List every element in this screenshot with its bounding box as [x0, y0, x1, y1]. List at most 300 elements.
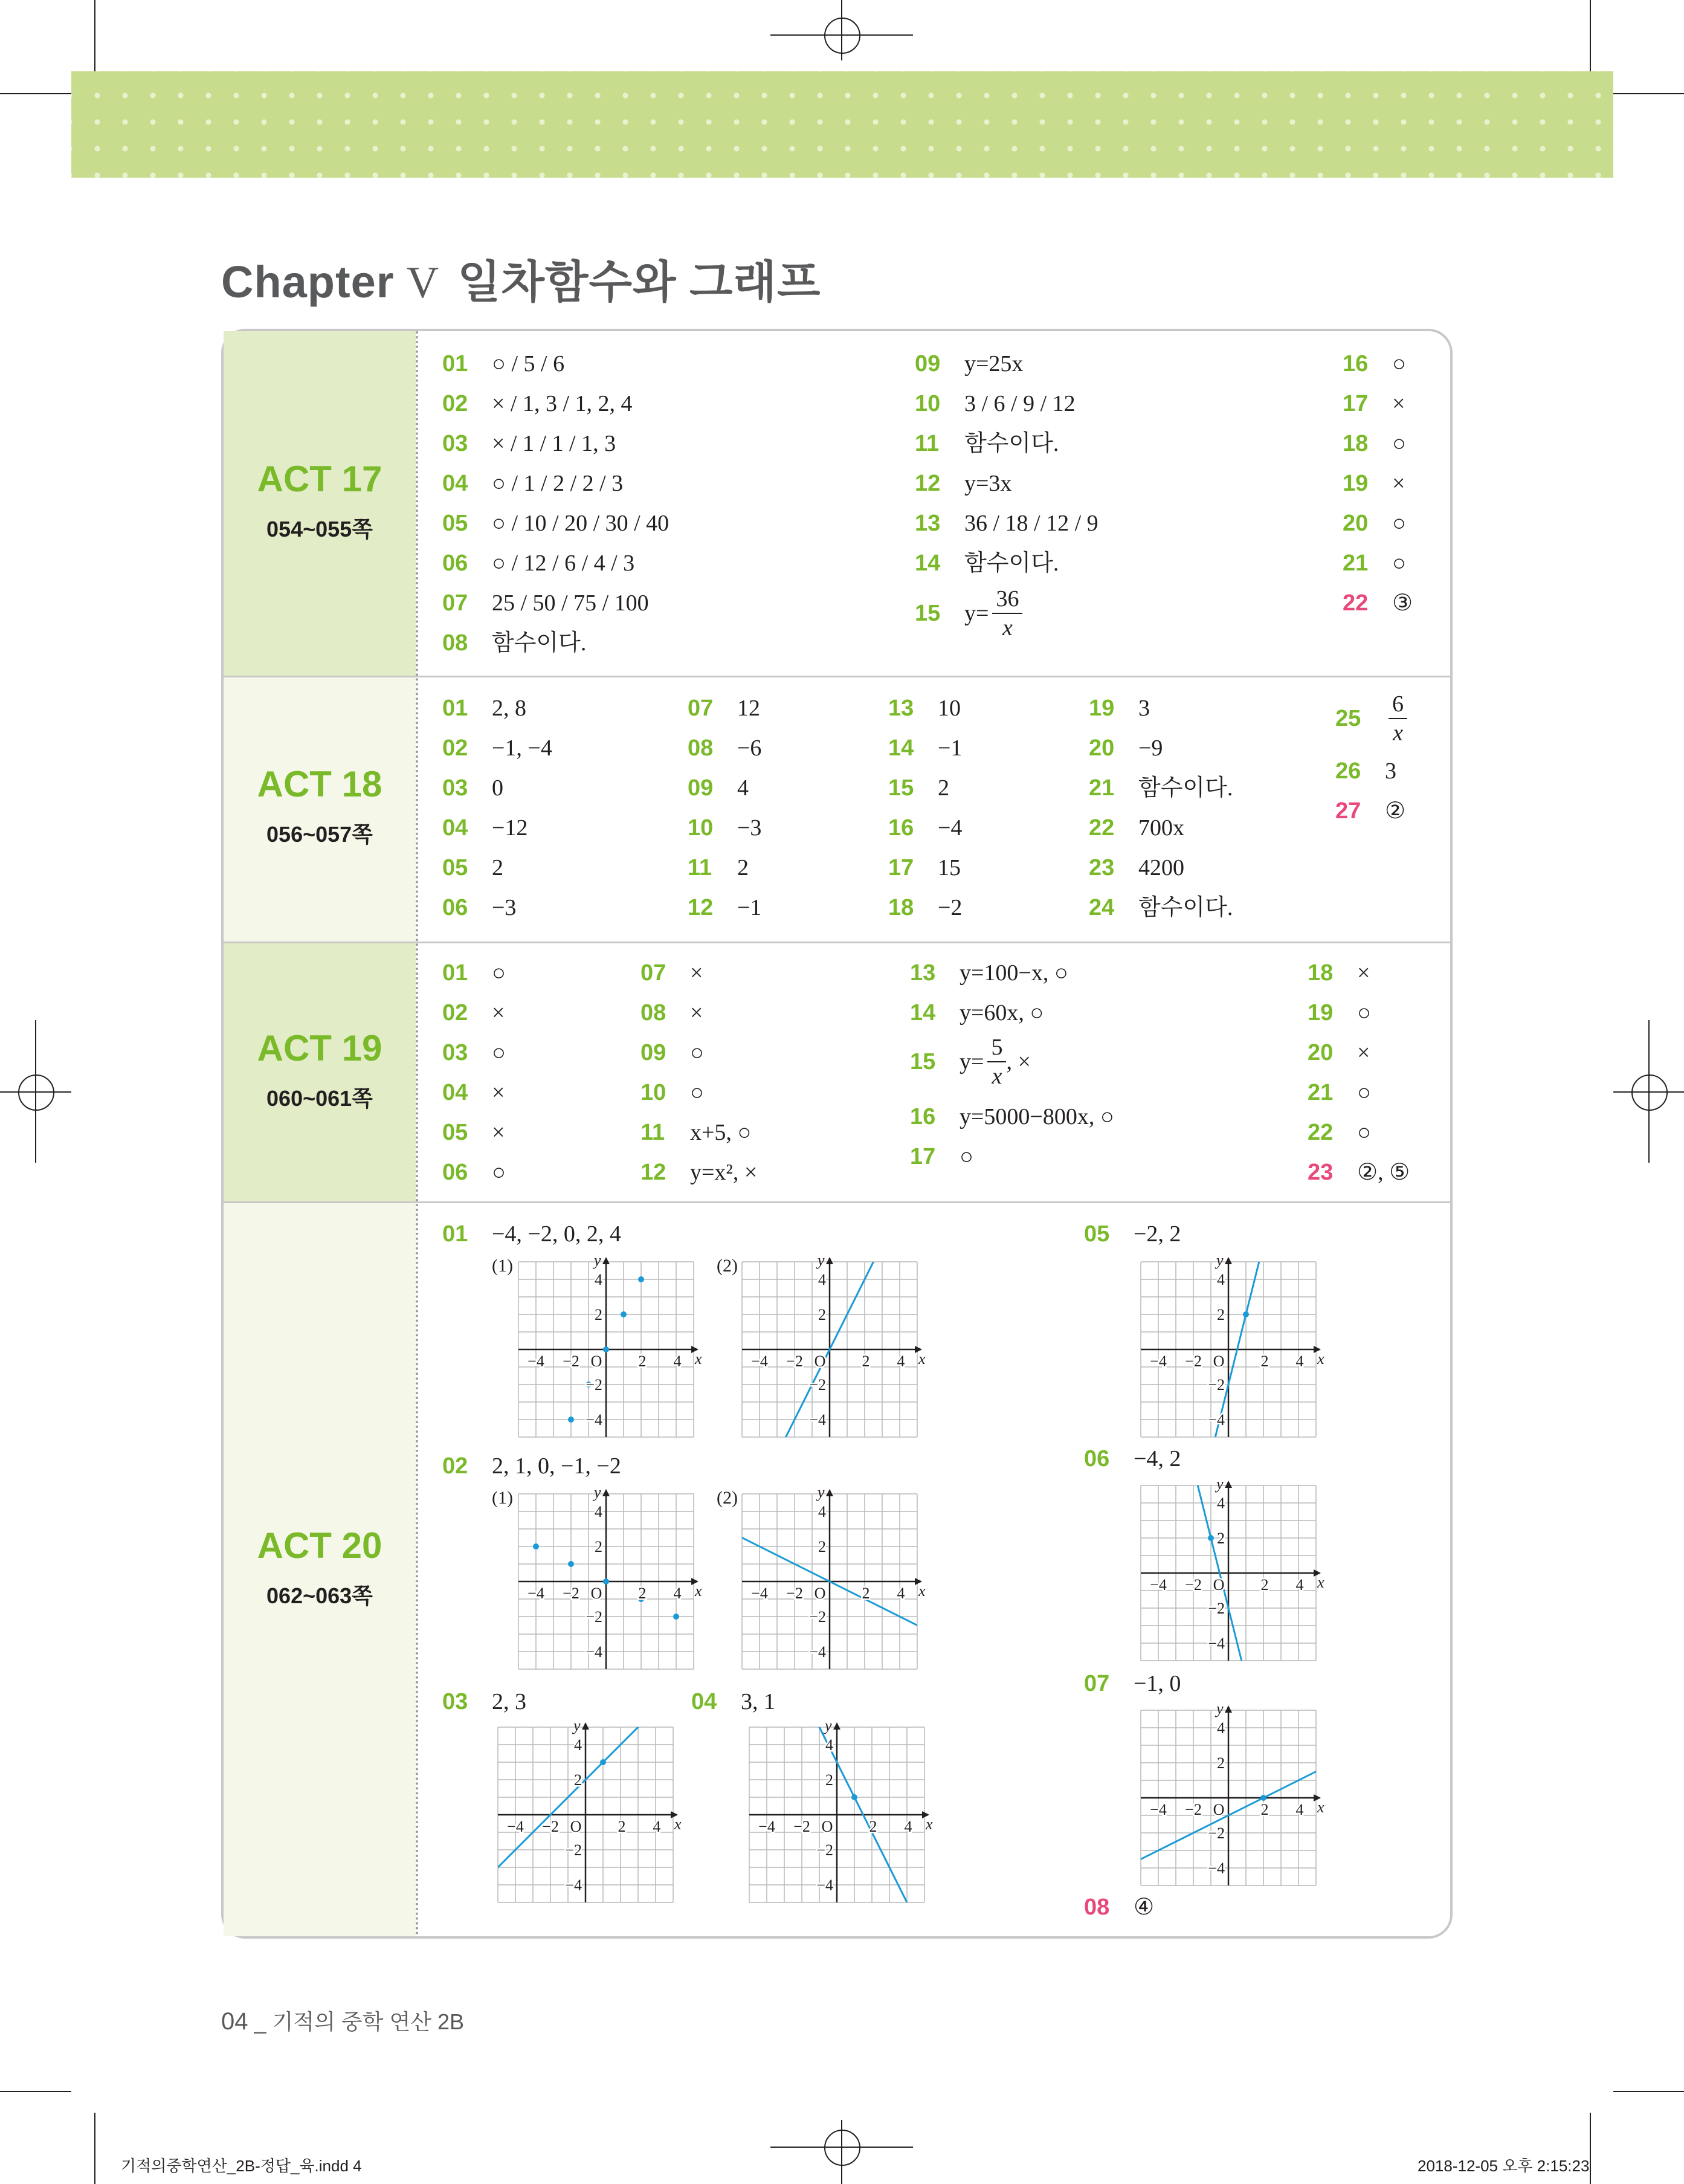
answer-number: 20 [1308, 1040, 1334, 1065]
y-axis-arrow [602, 1489, 610, 1496]
answer-item [442, 1685, 526, 1719]
fraction-denominator: x [1002, 615, 1013, 641]
tick-label: 4 [1295, 1352, 1304, 1370]
answer-text: y= [964, 601, 989, 626]
tick-label: −4 [586, 1643, 602, 1661]
answer-item [910, 1100, 1114, 1134]
answer-text: × [492, 1120, 505, 1145]
answer-text: × [690, 1000, 703, 1026]
answer-text: −1 [938, 735, 963, 761]
tick-label: −2 [563, 1352, 579, 1370]
row-divider [224, 676, 1450, 677]
answer-item [442, 956, 506, 990]
tick-label: 4 [904, 1818, 912, 1835]
answer-number: 10 [640, 1080, 666, 1105]
answer-item [640, 996, 703, 1030]
answer-number: 07 [442, 590, 468, 616]
answer-item [688, 691, 760, 725]
answer-text: 4 [737, 775, 749, 801]
crop-mark [0, 2091, 71, 2092]
answer-number: 14 [888, 735, 914, 761]
act-20-pages: 062~063쪽 [266, 1583, 373, 1608]
answer-text: y=60x, ○ [960, 1000, 1044, 1026]
answer-number: 09 [915, 351, 941, 376]
tick-label: 2 [638, 1585, 647, 1602]
coordinate-graph [736, 1252, 926, 1444]
answer-number: 05 [1084, 1221, 1110, 1247]
tick-label: 4 [1217, 1271, 1225, 1288]
answer-item [442, 1449, 621, 1483]
crop-mark [94, 2113, 95, 2184]
tick-label: 2 [1217, 1754, 1225, 1772]
answer-text: y=3x [964, 471, 1012, 496]
answer-number: 08 [1084, 1895, 1110, 1920]
answer-text: 0 [492, 775, 503, 801]
answer-number: 20 [1343, 511, 1369, 536]
answer-item [688, 731, 761, 765]
tick-label: −4 [1150, 1801, 1167, 1818]
tick-label: O [590, 1352, 602, 1370]
answer-item [442, 731, 552, 765]
crop-mark [1613, 93, 1684, 94]
y-axis-label: y [594, 1484, 601, 1501]
answer-number: 11 [688, 855, 712, 880]
crop-mark [94, 0, 95, 71]
answer-number: 12 [915, 471, 941, 496]
x-axis-label: x [695, 1582, 702, 1600]
answer-number: 25 [1335, 705, 1361, 731]
answer-number: 05 [442, 855, 468, 880]
answer-number: 09 [688, 775, 714, 801]
answer-text: 700x [1138, 815, 1184, 841]
tick-label: 2 [869, 1818, 877, 1835]
answer-item [442, 1155, 506, 1189]
answer-number: 04 [442, 815, 468, 841]
graph-point [603, 1346, 609, 1352]
answer-item [442, 427, 616, 460]
answer-item [640, 1036, 704, 1070]
answer-number: 04 [442, 471, 468, 496]
tick-label: 4 [897, 1352, 905, 1370]
x-axis-label: x [918, 1582, 926, 1600]
answer-number: 06 [442, 1160, 468, 1185]
answer-text: ○ / 5 / 6 [492, 351, 565, 376]
answer-number: 08 [688, 735, 714, 761]
answer-number: 05 [442, 1120, 468, 1145]
tick-label: 4 [673, 1352, 682, 1370]
answer-number: 05 [442, 511, 468, 536]
coordinate-graph [736, 1484, 926, 1676]
tick-label: 4 [574, 1736, 582, 1754]
answer-item [1343, 546, 1406, 580]
tick-label: −4 [527, 1352, 544, 1370]
answer-item [1084, 1667, 1181, 1701]
crop-mark [1590, 2113, 1591, 2184]
y-axis-arrow [826, 1257, 833, 1264]
sub-question-label: (1) [492, 1488, 513, 1508]
answer-number: 17 [1343, 391, 1369, 416]
answer-text: 함수이다. [1138, 895, 1233, 920]
answer-text: 15 [938, 855, 961, 880]
answer-text: ○ [1357, 1000, 1371, 1026]
tick-label: O [814, 1352, 826, 1370]
answer-text: ○ [1392, 351, 1406, 376]
footer-separator: _ [254, 2009, 266, 2034]
answer-text: −2 [938, 895, 963, 920]
answer-number: 16 [1343, 351, 1369, 376]
answer-number: 02 [442, 1453, 468, 1479]
answer-text: × [1392, 391, 1405, 416]
answer-fraction [1389, 693, 1407, 745]
crop-mark [1590, 0, 1591, 71]
answer-item [1308, 1155, 1410, 1189]
tick-label: −4 [1150, 1352, 1167, 1370]
answer-text: × / 1 / 1 / 1, 3 [492, 431, 616, 456]
answer-item [1089, 691, 1150, 725]
x-axis-label: x [674, 1815, 682, 1833]
answer-item [888, 851, 961, 885]
graph-point [1260, 1795, 1266, 1801]
answer-number: 21 [1089, 775, 1115, 801]
answer-text: 25 / 50 / 75 / 100 [492, 590, 649, 616]
answer-number: 15 [888, 775, 914, 801]
fraction-denominator: x [992, 1064, 1002, 1089]
answer-number: 06 [1084, 1446, 1110, 1472]
answer-text: 함수이다. [964, 431, 1059, 456]
answer-fraction [992, 587, 1022, 639]
fraction-numerator: 5 [987, 1036, 1006, 1062]
answer-item [888, 691, 961, 725]
tick-label: −2 [563, 1585, 579, 1602]
tick-label: −4 [758, 1818, 775, 1835]
answer-item [1084, 1217, 1181, 1251]
coordinate-graph [743, 1717, 933, 1910]
y-axis-arrow [1225, 1705, 1232, 1713]
answer-item [1084, 1890, 1154, 1924]
answer-number: 13 [910, 960, 936, 986]
graph-point [851, 1794, 857, 1800]
answer-item [688, 771, 749, 805]
tick-label: 2 [1260, 1801, 1269, 1818]
answer-number: 03 [442, 431, 468, 456]
answer-text: 12 [737, 696, 760, 721]
answer-item [915, 506, 1098, 540]
answer-text: 4200 [1138, 855, 1184, 880]
answer-number: 06 [442, 551, 468, 576]
answer-number: 22 [1343, 590, 1369, 616]
y-axis-label: y [825, 1717, 832, 1734]
answer-item [915, 546, 1059, 580]
answer-text: ②, ⑤ [1357, 1160, 1410, 1185]
answer-item [442, 891, 516, 925]
tick-label: 2 [1260, 1576, 1269, 1594]
answer-text: 3 / 6 / 9 / 12 [964, 391, 1076, 416]
tick-label: −2 [1208, 1600, 1225, 1617]
answer-text: ○ [1357, 1120, 1371, 1145]
answer-number: 08 [640, 1000, 666, 1026]
answer-text: y= [960, 1049, 984, 1074]
answer-number: 01 [442, 696, 468, 721]
chapter-name: 일차함수와 그래프 [457, 257, 821, 307]
answer-item [888, 811, 962, 845]
answer-item [910, 1140, 973, 1174]
column-divider [416, 331, 418, 1936]
answer-number: 10 [688, 815, 714, 841]
chapter-title [221, 247, 821, 311]
answer-item [442, 1116, 505, 1149]
answer-number: 15 [910, 1048, 936, 1074]
tick-label: 4 [897, 1585, 905, 1602]
tick-label: −2 [1185, 1801, 1202, 1818]
tick-label: −2 [809, 1608, 826, 1626]
tick-label: 4 [595, 1503, 602, 1520]
answer-number: 16 [910, 1104, 936, 1129]
answer-item [1308, 1036, 1370, 1070]
answer-item [888, 891, 962, 925]
tick-label: 2 [595, 1538, 602, 1556]
answer-item [1089, 891, 1233, 925]
y-axis-label: y [1216, 1475, 1224, 1493]
fraction-numerator: 36 [992, 587, 1022, 614]
answer-item [640, 956, 703, 990]
answer-text: y=x², × [690, 1160, 758, 1185]
answer-number: 14 [910, 1000, 936, 1026]
x-axis-label: x [695, 1350, 702, 1368]
answer-text: ○ [690, 1040, 704, 1065]
answer-number: 11 [640, 1120, 665, 1145]
answer-text: −1 [737, 895, 762, 920]
tick-label: 2 [862, 1352, 870, 1370]
graph-point [568, 1561, 574, 1567]
answer-item [688, 851, 749, 885]
tick-label: −2 [809, 1376, 826, 1394]
tick-label: 2 [1217, 1530, 1225, 1547]
graph-point [603, 1578, 609, 1585]
act-17-pages: 054~055쪽 [266, 517, 373, 541]
tick-label: 2 [1217, 1306, 1225, 1323]
tick-label: −2 [786, 1585, 803, 1602]
answer-number: 24 [1089, 895, 1115, 920]
coordinate-graph [1135, 1475, 1324, 1668]
answer-number: 03 [442, 775, 468, 801]
answer-number: 02 [442, 1000, 468, 1026]
tick-label: −4 [751, 1352, 768, 1370]
graph-point [533, 1543, 539, 1549]
answer-text: 3 [1138, 696, 1150, 721]
tick-label: 2 [595, 1306, 602, 1323]
answer-item [442, 1036, 506, 1070]
answer-text: −4, −2, 0, 2, 4 [492, 1221, 621, 1247]
answer-number: 09 [640, 1040, 666, 1065]
answer-item [640, 1116, 751, 1149]
fraction-numerator: 6 [1389, 693, 1407, 719]
answer-number: 11 [915, 431, 940, 456]
answer-item [442, 811, 527, 845]
x-axis-label: x [1317, 1350, 1324, 1368]
tick-label: 2 [818, 1306, 826, 1323]
answer-text: 36 / 18 / 12 / 9 [964, 511, 1098, 536]
answer-text: ○ / 1 / 2 / 2 / 3 [492, 471, 624, 496]
answer-item [888, 731, 962, 765]
tick-label: 2 [818, 1538, 826, 1556]
y-axis-arrow [602, 1257, 610, 1264]
answer-number: 21 [1343, 551, 1369, 576]
answer-text: 2 [737, 855, 749, 880]
answer-text: −3 [737, 815, 762, 841]
slug-date: 2018-12-05 오후 2:15:23 [1418, 2157, 1590, 2175]
tick-label: −4 [816, 1876, 833, 1894]
tick-label: −2 [1208, 1824, 1225, 1842]
tick-label: 2 [862, 1585, 870, 1602]
answer-item [688, 891, 761, 925]
y-axis-label: y [573, 1717, 581, 1734]
answer-item [1335, 794, 1405, 828]
answer-text: 함수이다. [1138, 775, 1233, 801]
tick-label: 4 [673, 1585, 682, 1602]
x-axis-label: x [926, 1815, 933, 1833]
answer-text: ④ [1134, 1895, 1155, 1920]
tick-label: O [814, 1585, 826, 1602]
answer-text: ○ [690, 1080, 704, 1105]
answer-item [1343, 586, 1413, 620]
y-axis-label: y [818, 1252, 825, 1269]
tick-label: −4 [586, 1411, 602, 1429]
answer-number: 12 [688, 895, 714, 920]
answer-number: 01 [442, 1221, 468, 1247]
answer-item [1343, 387, 1405, 421]
answer-item [442, 387, 633, 421]
tick-label: −4 [1208, 1859, 1225, 1877]
graph-point [621, 1311, 627, 1317]
sub-question-label: (2) [717, 1256, 738, 1276]
answer-item [1089, 851, 1184, 885]
answer-text: ○ [1392, 551, 1406, 576]
answer-item [915, 587, 1022, 639]
answer-item [1308, 956, 1370, 990]
tick-label: −4 [751, 1585, 768, 1602]
act-17-label: ACT 17 [257, 459, 382, 499]
answer-number: 03 [442, 1040, 468, 1065]
tick-label: −4 [809, 1643, 826, 1661]
answer-text: ○ / 12 / 6 / 4 / 3 [492, 551, 635, 576]
answer-number: 20 [1089, 735, 1115, 761]
act-19-pages: 060~061쪽 [266, 1086, 373, 1111]
y-axis-arrow [833, 1722, 840, 1730]
y-axis-arrow [826, 1489, 833, 1496]
answer-item [442, 1217, 621, 1251]
answer-item [442, 626, 586, 660]
answer-text: 2 [492, 855, 503, 880]
act-20-label: ACT 20 [257, 1525, 382, 1566]
answer-fraction [987, 1036, 1006, 1088]
answer-item [1308, 1076, 1371, 1110]
answer-item [915, 427, 1059, 460]
answer-item [691, 1685, 775, 1719]
answer-text: −12 [492, 815, 528, 841]
answer-number: 02 [442, 391, 468, 416]
answer-item [910, 1036, 1031, 1088]
answer-item [1343, 467, 1405, 500]
graph-point [600, 1759, 606, 1765]
y-axis-arrow [582, 1722, 589, 1730]
answer-number: 13 [915, 511, 941, 536]
row-divider [224, 1201, 1450, 1203]
tick-label: O [1213, 1352, 1225, 1370]
coordinate-graph [1135, 1252, 1324, 1444]
answer-text: −4, 2 [1134, 1446, 1181, 1472]
tick-label: 2 [574, 1771, 582, 1789]
answer-item [1089, 771, 1233, 805]
act-18-label: ACT 18 [257, 764, 382, 804]
answer-text: ○ / 10 / 20 / 30 / 40 [492, 511, 669, 536]
answer-item [1335, 754, 1396, 788]
answer-number: 16 [888, 815, 914, 841]
tick-label: O [1213, 1576, 1225, 1594]
answer-text: x+5, ○ [690, 1120, 752, 1145]
coordinate-graph [492, 1717, 682, 1910]
graph-point [568, 1417, 574, 1423]
answer-text: × [690, 960, 703, 986]
tick-label: −2 [786, 1352, 803, 1370]
answer-text: ○ [492, 1040, 506, 1065]
answer-number: 18 [1343, 431, 1369, 456]
answer-number: 04 [442, 1080, 468, 1105]
fraction-denominator: x [1393, 720, 1403, 746]
tick-label: −2 [586, 1376, 602, 1394]
answer-text: −1, −4 [492, 735, 552, 761]
answer-number: 13 [888, 696, 914, 721]
sub-question-label: (1) [492, 1256, 513, 1276]
answer-text: 함수이다. [492, 630, 587, 656]
answer-item [442, 506, 669, 540]
tick-label: −2 [586, 1608, 602, 1626]
answer-number: 12 [640, 1160, 666, 1185]
answer-item [910, 996, 1044, 1030]
answer-text: 2, 8 [492, 696, 526, 721]
tick-label: 4 [825, 1736, 833, 1754]
answer-number: 07 [640, 960, 666, 986]
answer-text: ○ [1392, 511, 1406, 536]
answer-text: ② [1385, 798, 1406, 824]
answer-number: 03 [442, 1689, 468, 1714]
answer-number: 15 [915, 600, 941, 626]
answer-text: y=5000−800x, ○ [960, 1104, 1114, 1129]
tick-label: −4 [527, 1585, 544, 1602]
answer-item [915, 347, 1023, 381]
answer-item [1089, 811, 1184, 845]
tick-label: O [821, 1818, 833, 1835]
answer-number: 19 [1089, 696, 1115, 721]
answer-number: 17 [888, 855, 914, 880]
answer-text: y=100−x, ○ [960, 960, 1068, 986]
answer-item [442, 546, 634, 580]
answer-text: 2, 1, 0, −1, −2 [492, 1453, 621, 1479]
answer-text: −4 [938, 815, 963, 841]
answer-text: ③ [1392, 590, 1413, 616]
row-divider [224, 942, 1450, 943]
graph-point [1243, 1311, 1249, 1317]
answer-number: 07 [1084, 1671, 1110, 1696]
tick-label: −4 [1208, 1635, 1225, 1652]
coordinate-graph [1135, 1700, 1324, 1893]
answer-item [688, 811, 761, 845]
tick-label: −4 [1208, 1411, 1225, 1429]
answer-item [1308, 996, 1371, 1030]
answer-number: 04 [691, 1689, 717, 1714]
answer-number: 01 [442, 960, 468, 986]
crop-mark [1613, 2091, 1684, 2092]
answer-number: 17 [910, 1144, 936, 1169]
